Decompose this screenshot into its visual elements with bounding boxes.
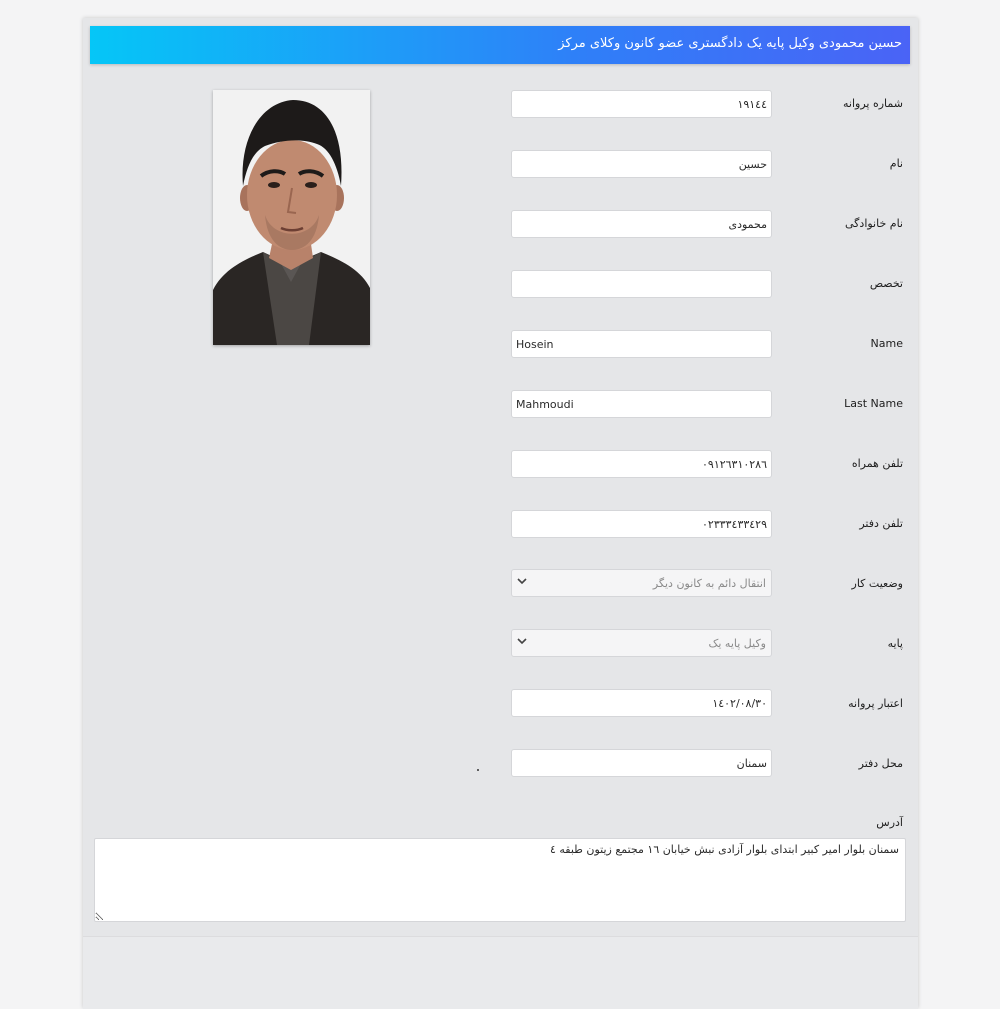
name-en-field[interactable] — [511, 330, 772, 358]
first-name-label: نام — [889, 157, 903, 170]
name-en-label: Name — [870, 337, 903, 350]
last-name-field[interactable] — [511, 210, 772, 238]
first-name-field[interactable] — [511, 150, 772, 178]
mobile-field[interactable] — [511, 450, 772, 478]
chevron-down-icon — [515, 634, 529, 648]
office-phone-field[interactable] — [511, 510, 772, 538]
chevron-down-icon — [515, 574, 529, 588]
grade-select[interactable] — [511, 629, 772, 657]
specialty-field[interactable] — [511, 270, 772, 298]
work-status-select[interactable] — [511, 569, 772, 597]
address-label: آدرس — [876, 816, 903, 829]
mobile-label: تلفن همراه — [851, 457, 903, 470]
last-name-en-label: Last Name — [844, 397, 903, 410]
card-footer — [83, 936, 918, 1009]
last-name-label: نام خانوادگی — [845, 217, 903, 230]
grade-value: وکیل پایه یک — [708, 637, 766, 650]
stray-dot — [477, 769, 479, 771]
grade-label: پایه — [887, 637, 903, 650]
profile-photo-drawing — [213, 90, 370, 345]
office-location-label: محل دفتر — [858, 757, 903, 770]
specialty-label: تخصص — [869, 277, 903, 290]
office-phone-label: تلفن دفتر — [859, 517, 903, 530]
work-status-label: وضعیت کار — [851, 577, 903, 590]
license-number-field[interactable] — [511, 90, 772, 118]
last-name-en-field[interactable] — [511, 390, 772, 418]
license-number-label: شماره پروانه — [843, 97, 903, 110]
profile-photo — [213, 90, 370, 345]
office-location-field[interactable] — [511, 749, 772, 777]
license-validity-label: اعتبار پروانه — [848, 697, 903, 710]
profile-header — [90, 26, 910, 64]
work-status-value: انتقال دائم به کانون دیگر — [652, 577, 766, 590]
license-validity-field[interactable] — [511, 689, 772, 717]
page-title: حسین محمودی وکیل پایه یک دادگستری عضو کانون وکلای مرکز — [558, 36, 902, 51]
address-textarea[interactable] — [94, 838, 906, 922]
